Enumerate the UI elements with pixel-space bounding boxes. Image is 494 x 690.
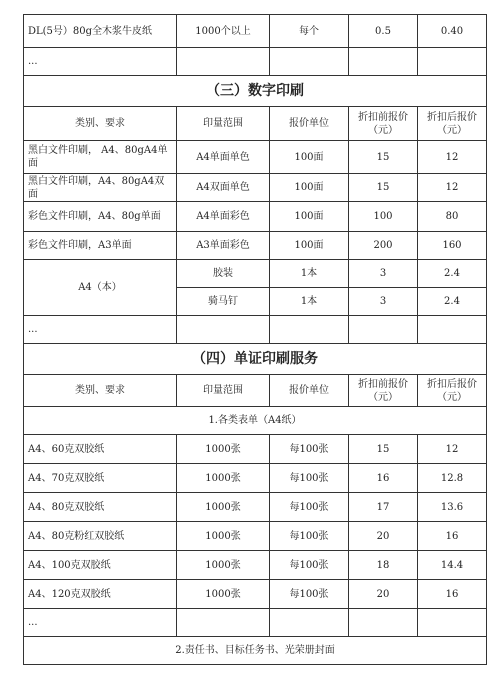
table-row — [24, 609, 487, 637]
subsection-forms: 1.各类表单（A4纸） — [24, 407, 487, 435]
table-row — [24, 551, 487, 580]
range-cell: 胶装 — [177, 260, 270, 288]
range-cell: A4双面单色 — [177, 174, 270, 202]
unit-cell: 每100张 — [270, 551, 349, 580]
subsection-certificate-covers: 2.责任书、目标任务书、光荣册封面 — [24, 637, 487, 665]
table-row — [24, 174, 487, 202]
col-header-range: 印量范围 — [177, 107, 270, 141]
after-price-cell: 2.4 — [418, 288, 487, 316]
before-price-cell: 18 — [349, 551, 418, 580]
item-cell: A4、60克双胶纸 — [24, 435, 177, 464]
before-price-cell: 100 — [349, 202, 418, 232]
after-price-cell: 0.40 — [418, 15, 487, 48]
subsection-row — [24, 407, 487, 435]
col-header-before-line2: （元） — [368, 391, 398, 403]
item-cell: A4、80克双胶纸 — [24, 493, 177, 522]
col-header-before — [349, 107, 418, 141]
after-price-cell: 12 — [418, 174, 487, 202]
table-row — [24, 493, 487, 522]
ellipsis-cell: ... — [24, 316, 177, 344]
col-header-after-line1: 折扣后报价 — [427, 111, 477, 123]
ellipsis-cell: ... — [24, 48, 177, 76]
unit-cell: 每100张 — [270, 435, 349, 464]
unit-cell: 每100张 — [270, 580, 349, 609]
after-price-cell: 80 — [418, 202, 487, 232]
before-price-cell: 16 — [349, 464, 418, 493]
col-header-category: 类别、要求 — [24, 375, 177, 407]
before-price-cell: 3 — [349, 288, 418, 316]
table-row — [24, 522, 487, 551]
item-cell: 彩色文件印刷，A4、80g单面 — [24, 202, 177, 232]
item-cell: 黑白文件印刷， A4、80gA4单面 — [24, 141, 177, 174]
before-price-cell: 15 — [349, 174, 418, 202]
col-header-category: 类别、要求 — [24, 107, 177, 141]
before-price-cell: 17 — [349, 493, 418, 522]
unit-cell: 1本 — [270, 288, 349, 316]
after-price-cell: 16 — [418, 580, 487, 609]
unit-cell: 100面 — [270, 232, 349, 260]
section-title-digital-printing: （三）数字印刷 — [24, 76, 487, 107]
before-price-cell: 15 — [349, 435, 418, 464]
before-price-cell: 15 — [349, 141, 418, 174]
col-header-before-line1: 折扣前报价 — [358, 378, 408, 390]
col-header-before-line1: 折扣前报价 — [358, 111, 408, 123]
after-price-cell: 13.6 — [418, 493, 487, 522]
header-row — [24, 375, 487, 407]
col-header-before-line2: （元） — [368, 124, 398, 136]
range-cell: 1000张 — [177, 551, 270, 580]
after-price-cell: 2.4 — [418, 260, 487, 288]
table-row — [24, 202, 487, 232]
item-cell: A4、100克双胶纸 — [24, 551, 177, 580]
item-cell: 黑白文件印刷，A4、80gA4双面 — [24, 174, 177, 202]
table-row — [24, 464, 487, 493]
range-cell: A4单面单色 — [177, 141, 270, 174]
after-price-cell: 14.4 — [418, 551, 487, 580]
item-cell-a4-book: A4（本） — [24, 260, 177, 316]
price-table — [23, 14, 487, 665]
unit-cell: 每个 — [270, 15, 349, 48]
range-cell: 1000张 — [177, 464, 270, 493]
before-price-cell: 0.5 — [349, 15, 418, 48]
range-cell: 1000张 — [177, 522, 270, 551]
unit-cell: 每100张 — [270, 493, 349, 522]
table-row — [24, 316, 487, 344]
after-price-cell: 160 — [418, 232, 487, 260]
unit-cell: 100面 — [270, 141, 349, 174]
item-cell: 彩色文件印刷，A3单面 — [24, 232, 177, 260]
range-cell: A3单面彩色 — [177, 232, 270, 260]
col-header-after — [418, 107, 487, 141]
after-price-cell: 12 — [418, 141, 487, 174]
col-header-after-line2: （元） — [437, 391, 467, 403]
col-header-range: 印量范围 — [177, 375, 270, 407]
section-title-row — [24, 344, 487, 375]
table-row — [24, 232, 487, 260]
before-price-cell: 200 — [349, 232, 418, 260]
range-cell: 1000张 — [177, 435, 270, 464]
col-header-unit: 报价单位 — [270, 107, 349, 141]
section-title-document-printing: （四）单证印刷服务 — [24, 344, 487, 375]
range-cell: 1000张 — [177, 580, 270, 609]
unit-cell: 每100张 — [270, 464, 349, 493]
table-row — [24, 260, 487, 288]
item-cell: A4、70克双胶纸 — [24, 464, 177, 493]
range-cell: 1000张 — [177, 493, 270, 522]
col-header-unit: 报价单位 — [270, 375, 349, 407]
after-price-cell: 12 — [418, 435, 487, 464]
before-price-cell: 3 — [349, 260, 418, 288]
unit-cell: 1本 — [270, 260, 349, 288]
range-cell: 1000个以上 — [177, 15, 270, 48]
range-cell: A4单面彩色 — [177, 202, 270, 232]
item-cell: DL(5号）80g全木浆牛皮纸 — [24, 15, 177, 48]
unit-cell: 100面 — [270, 202, 349, 232]
before-price-cell: 20 — [349, 580, 418, 609]
range-cell: 骑马钉 — [177, 288, 270, 316]
col-header-before — [349, 375, 418, 407]
after-price-cell: 12.8 — [418, 464, 487, 493]
item-cell: A4、80克粉红双胶纸 — [24, 522, 177, 551]
table-row — [24, 580, 487, 609]
col-header-after-line2: （元） — [437, 124, 467, 136]
table-row — [24, 15, 487, 48]
header-row — [24, 107, 487, 141]
item-cell: A4、120克双胶纸 — [24, 580, 177, 609]
col-header-after-line1: 折扣后报价 — [427, 378, 477, 390]
unit-cell: 100面 — [270, 174, 349, 202]
table-row — [24, 435, 487, 464]
subsection-row — [24, 637, 487, 665]
before-price-cell: 20 — [349, 522, 418, 551]
section-title-row — [24, 76, 487, 107]
table-row — [24, 141, 487, 174]
unit-cell: 每100张 — [270, 522, 349, 551]
ellipsis-cell: ... — [24, 609, 177, 637]
after-price-cell: 16 — [418, 522, 487, 551]
table-row — [24, 48, 487, 76]
col-header-after — [418, 375, 487, 407]
